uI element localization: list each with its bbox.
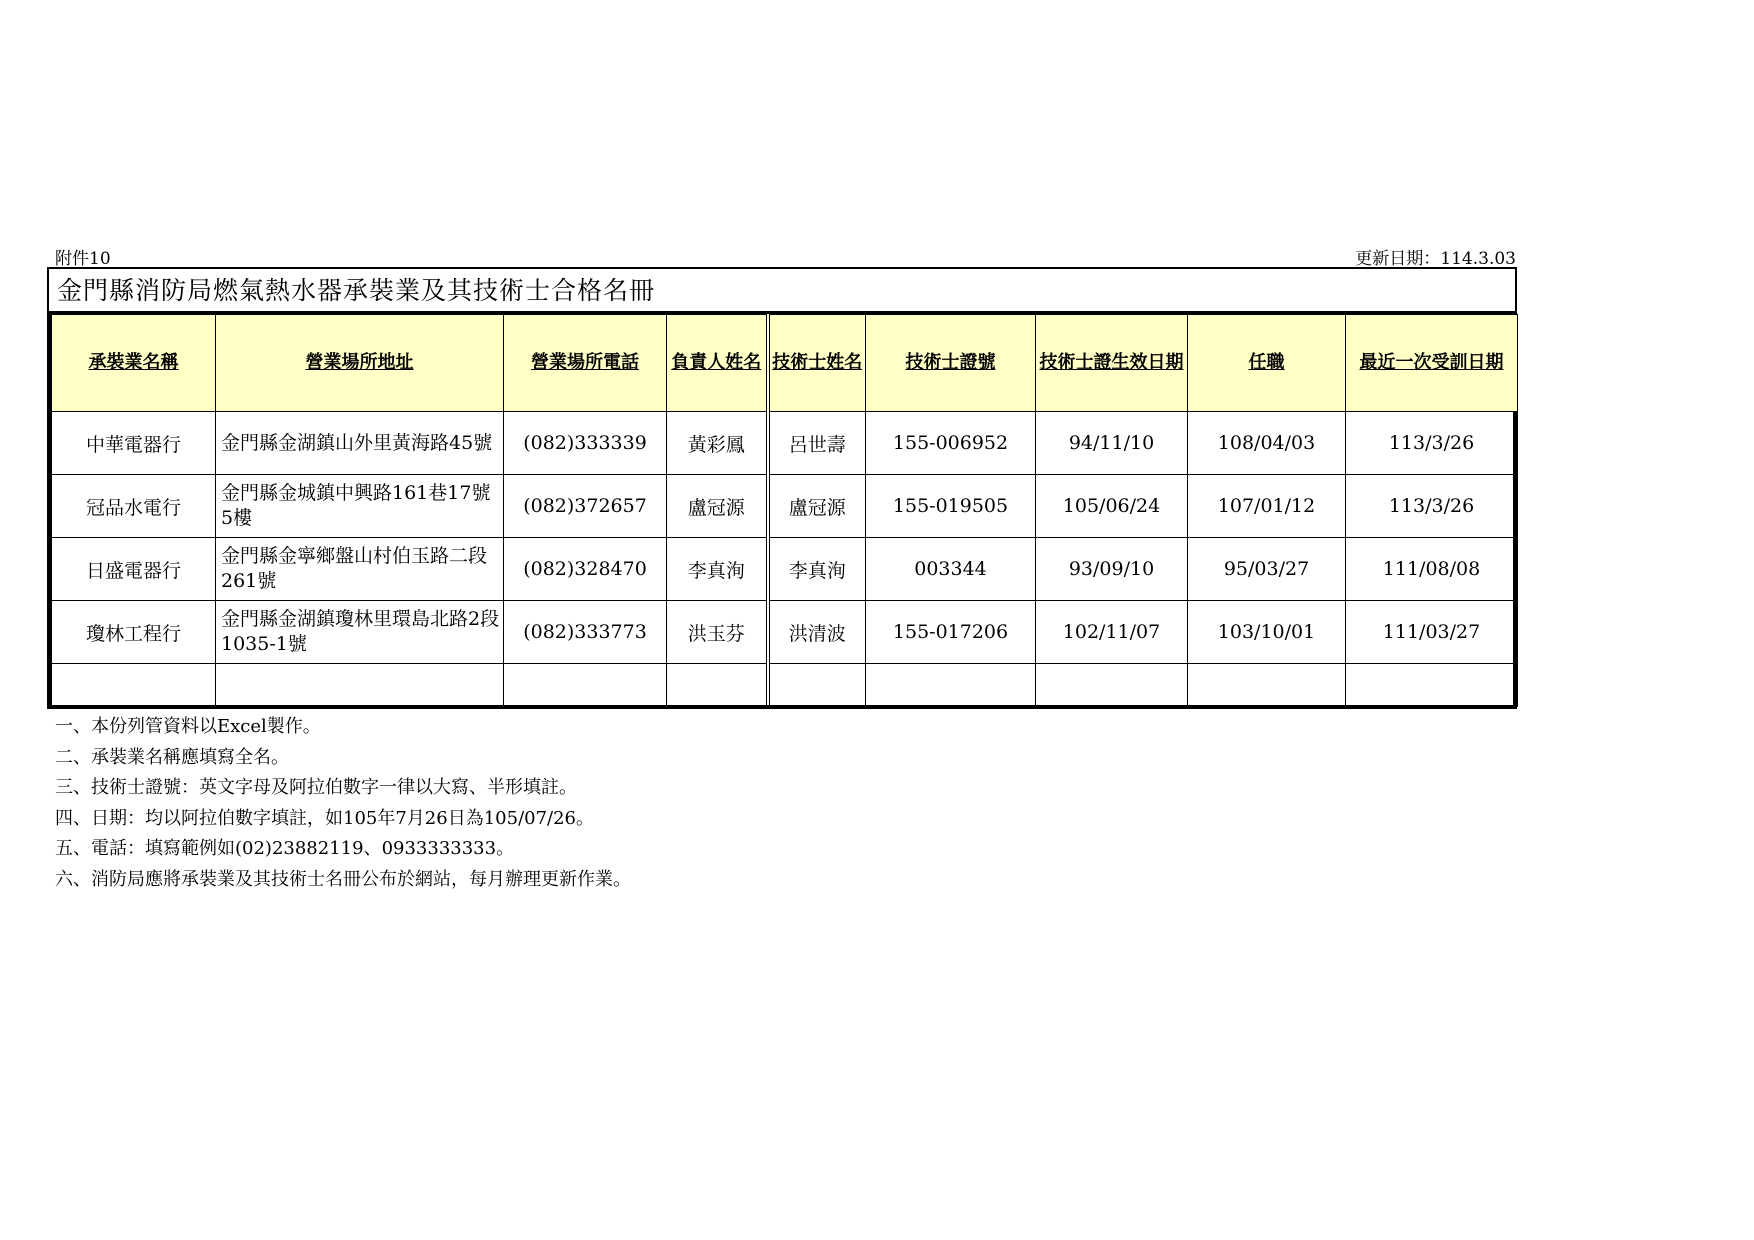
cell-technician-name: 呂世壽 <box>768 412 866 475</box>
cell-last-training-date: 111/03/27 <box>1346 601 1518 664</box>
attachment-label: 附件10 <box>55 249 111 269</box>
cell-license-number: 155-006952 <box>866 412 1036 475</box>
update-date-label: 更新日期： <box>1355 249 1441 269</box>
table-row-empty <box>52 664 1518 707</box>
table-row <box>52 475 1518 538</box>
cell-license-number: 155-019505 <box>866 475 1036 538</box>
header-phone: 營業場所電話 <box>504 315 667 412</box>
cell-last-training-date: 113/3/26 <box>1346 475 1518 538</box>
empty-cell <box>866 664 1036 707</box>
cell-company-name: 冠品水電行 <box>52 475 216 538</box>
notes-list <box>55 712 631 896</box>
register-table-wrapper <box>49 313 1515 707</box>
header-company-name: 承裝業名稱 <box>52 315 216 412</box>
note-item: 五、電話：填寫範例如(02)23882119、0933333333。 <box>55 838 515 860</box>
cell-address: 金門縣金湖鎮山外里黃海路45號 <box>216 412 504 475</box>
cell-license-effective-date: 94/11/10 <box>1036 412 1188 475</box>
cell-company-name: 中華電器行 <box>52 412 216 475</box>
note-item: 一、本份列管資料以Excel製作。 <box>55 716 321 737</box>
table-row <box>52 538 1518 601</box>
empty-cell <box>768 664 866 707</box>
cell-owner-name: 李真洵 <box>667 538 768 601</box>
cell-employment-date: 103/10/01 <box>1188 601 1346 664</box>
empty-cell <box>216 664 504 707</box>
register-frame <box>47 267 1517 709</box>
cell-phone: (082)333339 <box>504 412 667 475</box>
empty-cell <box>667 664 768 707</box>
cell-technician-name: 李真洵 <box>768 538 866 601</box>
header-technician-name: 技術士姓名 <box>768 315 866 412</box>
cell-phone: (082)372657 <box>504 475 667 538</box>
cell-phone: (082)333773 <box>504 601 667 664</box>
cell-owner-name: 盧冠源 <box>667 475 768 538</box>
header-employment-date: 任職 <box>1188 315 1346 412</box>
cell-company-name: 日盛電器行 <box>52 538 216 601</box>
cell-technician-name: 洪清波 <box>768 601 866 664</box>
document-title: 金門縣消防局燃氣熱水器承裝業及其技術士合格名冊 <box>49 269 1515 313</box>
note-item: 四、日期：均以阿拉伯數字填註，如105年7月26日為105/07/26。 <box>55 807 595 829</box>
cell-license-effective-date: 93/09/10 <box>1036 538 1188 601</box>
note-item: 三、技術士證號：英文字母及阿拉伯數字一律以大寫、半形填註。 <box>55 777 577 799</box>
header-license-number: 技術士證號 <box>866 315 1036 412</box>
header-address: 營業場所地址 <box>216 315 504 412</box>
cell-license-effective-date: 102/11/07 <box>1036 601 1188 664</box>
cell-last-training-date: 113/3/26 <box>1346 412 1518 475</box>
empty-cell <box>1188 664 1346 707</box>
cell-owner-name: 洪玉芬 <box>667 601 768 664</box>
cell-company-name: 瓊林工程行 <box>52 601 216 664</box>
cell-license-number: 155-017206 <box>866 601 1036 664</box>
register-table <box>51 314 1518 707</box>
empty-cell <box>1036 664 1188 707</box>
cell-address: 金門縣金寧鄉盤山村伯玉路二段261號 <box>216 538 504 601</box>
cell-employment-date: 107/01/12 <box>1188 475 1346 538</box>
header-owner-name: 負責人姓名 <box>667 315 768 412</box>
cell-address: 金門縣金湖鎮瓊林里環島北路2段1035-1號 <box>216 601 504 664</box>
table-row <box>52 601 1518 664</box>
update-date-value: 114.3.03 <box>1440 249 1516 269</box>
empty-cell <box>504 664 667 707</box>
cell-phone: (082)328470 <box>504 538 667 601</box>
cell-last-training-date: 111/08/08 <box>1346 538 1518 601</box>
empty-cell <box>52 664 216 707</box>
empty-cell <box>1346 664 1518 707</box>
cell-owner-name: 黃彩鳳 <box>667 412 768 475</box>
cell-employment-date: 95/03/27 <box>1188 538 1346 601</box>
note-item: 六、消防局應將承裝業及其技術士名冊公布於網站，每月辦理更新作業。 <box>55 868 631 890</box>
note-item: 二、承裝業名稱應填寫全名。 <box>55 746 289 768</box>
table-header-row <box>52 315 1518 412</box>
cell-license-effective-date: 105/06/24 <box>1036 475 1188 538</box>
table-row <box>52 412 1518 475</box>
cell-license-number: 003344 <box>866 538 1036 601</box>
cell-address: 金門縣金城鎮中興路161巷17號5樓 <box>216 475 504 538</box>
update-date <box>1355 244 1516 269</box>
header-license-effective-date: 技術士證生效日期 <box>1036 315 1188 412</box>
cell-technician-name: 盧冠源 <box>768 475 866 538</box>
header-last-training-date: 最近一次受訓日期 <box>1346 315 1518 412</box>
cell-employment-date: 108/04/03 <box>1188 412 1346 475</box>
